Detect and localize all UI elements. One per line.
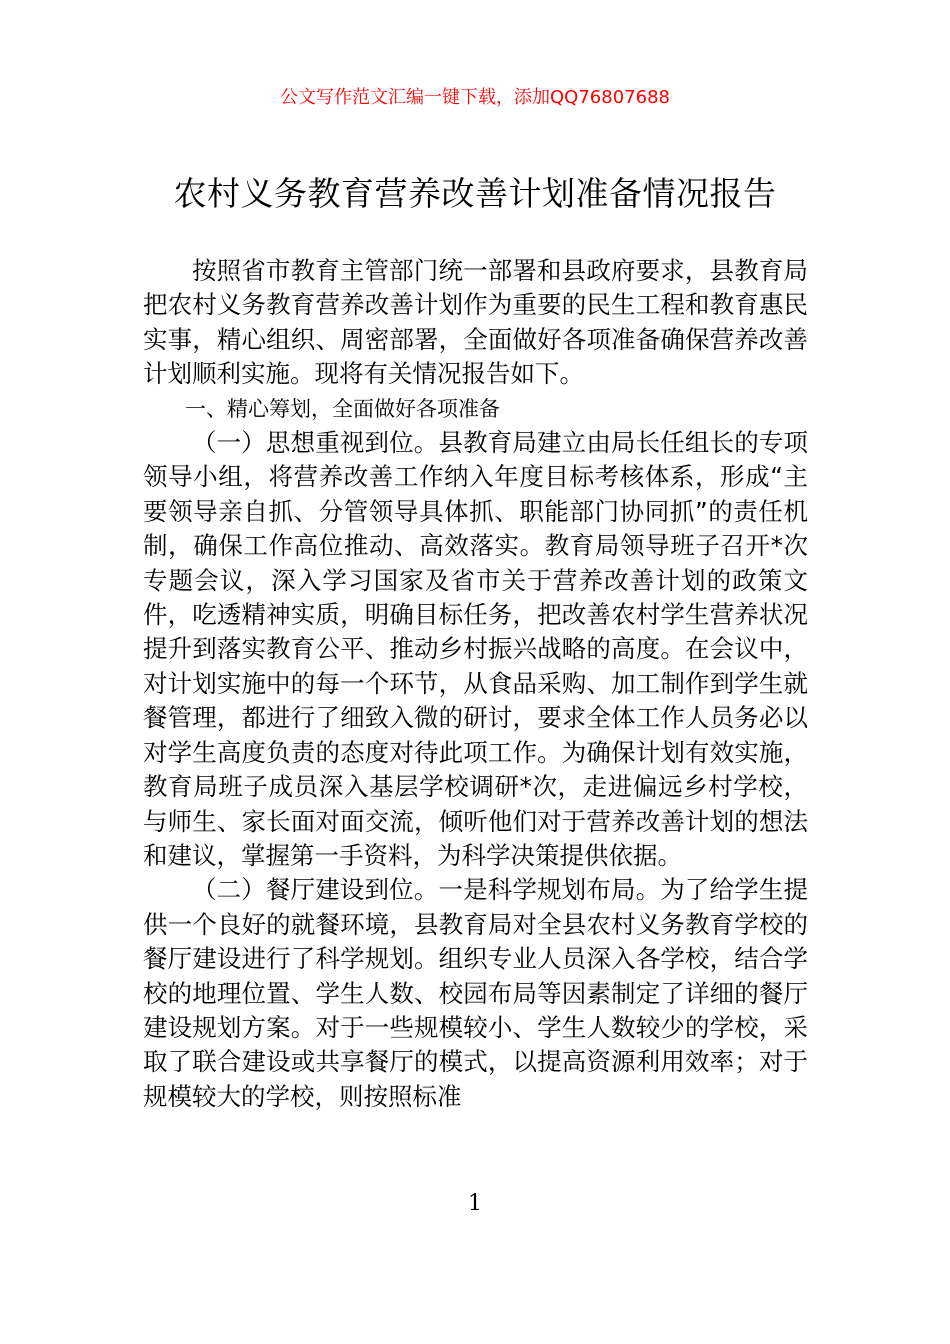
download-notice: 公文写作范文汇编一键下载，添加QQ76807688 bbox=[280, 87, 670, 108]
paragraph-ideology: （一）思想重视到位。县教育局建立由局长任组长的专项领导小组，将营养改善工作纳入年度目标考核体系，形成“主要领导亲自抓、分管领导具体抓、职能部门协同抓”的责任机制，确保工作高位推动、高效落实。教育局领导班子召开*次专题会议，深入学习国家及省市关于营养改善计划的政策文件，吃透精神实质，明确目标任务，把改善农村学生营养状况提升到落实教育公平、推动乡村振兴战略的高度。在会议中，对计划实施中的每一个环节，从食品采购、加工制作到学生就餐管理，都进行了细致入微的研讨，要求全体工作人员务必以对学生高度负责的态度对待此项工作。为确保计划有效实施，教育局班子成员深入基层学校调研*次，走进偏远乡村学校，与师生、家长面对面交流，倾听他们对于营养改善计划的想法和建议，掌握第一手资料，为科学决策提供依据。 bbox=[143, 428, 808, 870]
document-body bbox=[143, 254, 808, 1114]
page-title: 农村义务教育营养改善计划准备情况报告 bbox=[173, 174, 777, 213]
section-heading: 一、精心筹划，全面做好各项准备 bbox=[185, 396, 500, 421]
paragraph-canteen: （二）餐厅建设到位。一是科学规划布局。为了给学生提供一个良好的就餐环境，县教育局对全县农村义务教育学校的餐厅建设进行了科学规划。组织专业人员深入各学校，结合学校的地理位置、学生人数、校园布局等因素制定了详细的餐厅建设规划方案。对于一些规模较小、学生人数较少的学校，采取了联合建设或共享餐厅的模式，以提高资源利用效率；对于规模较大的学校，则按照标准 bbox=[143, 875, 808, 1111]
intro-paragraph: 按照省市教育主管部门统一部署和县政府要求，县教育局把农村义务教育营养改善计划作为重要的民生工程和教育惠民实事，精心组织、周密部署，全面做好各项准备确保营养改善计划顺利实施。现将有关情况报告如下。 bbox=[143, 256, 808, 389]
page-number: 1 bbox=[468, 1191, 482, 1216]
